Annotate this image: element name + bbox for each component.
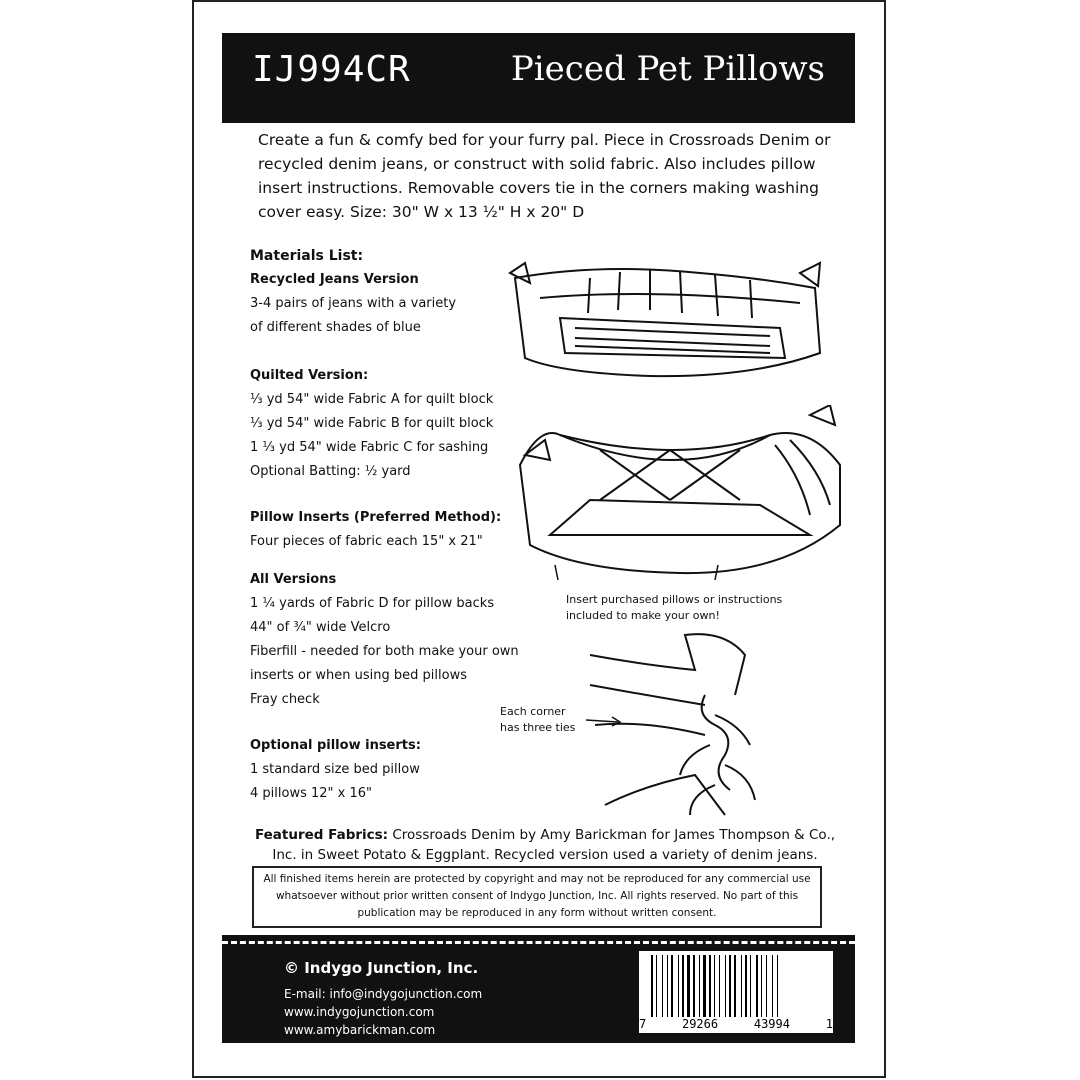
featured-label: Featured Fabrics: [254, 827, 389, 843]
material-line: Four pieces of fabric each 15" x 21" [250, 534, 483, 549]
optional-title: Optional pillow inserts: [250, 738, 421, 753]
barcode-bar [750, 955, 751, 1017]
insert-caption [566, 592, 782, 624]
material-line: Optional Batting: ½ yard [250, 464, 411, 479]
all-versions-title: All Versions [250, 572, 337, 587]
barcode-bars [639, 955, 833, 1019]
material-line: Fiberfill - needed for both make your own [250, 644, 519, 659]
material-line: ⅓ yd 54" wide Fabric A for quilt block [250, 392, 494, 407]
barcode-bar [703, 955, 706, 1017]
barcode-digit: 1 [825, 1017, 833, 1031]
dashed-divider [222, 941, 855, 944]
material-line: inserts or when using bed pillows [250, 668, 467, 683]
material-line: of different shades of blue [250, 320, 421, 335]
caption-line: Each corner [500, 705, 566, 718]
materials-section [250, 244, 456, 340]
material-line: Fray check [250, 692, 320, 707]
barcode-bar [651, 955, 653, 1017]
barcode-bar [772, 955, 773, 1017]
barcode-digit: 43994 [753, 1017, 790, 1031]
optional-section [250, 734, 421, 806]
inserts-section [250, 506, 501, 554]
barcode-bar [693, 955, 695, 1017]
arrow-icon [584, 712, 624, 728]
barcode-bar [756, 955, 758, 1017]
copyright-notice: All finished items herein are protected by copyright and may not be reproduced for any commercial use whatsoever without prior written consent of Indygo Junction, Inc. All rights reserved. No part of this publication may be reproduced in any form without written consent. [252, 866, 822, 928]
website-link: www.indygojunction.com [284, 1005, 435, 1019]
material-line: 1 ⅓ yd 54" wide Fabric C for sashing [250, 440, 489, 455]
pattern-code: IJ994CR [252, 49, 411, 90]
barcode [639, 951, 833, 1033]
jeans-bed-illustration [500, 258, 830, 388]
quilted-section [250, 364, 493, 484]
barcode-bar [729, 955, 731, 1017]
barcode-bar [734, 955, 736, 1017]
footer-banner [222, 935, 855, 1043]
title-banner [222, 33, 855, 123]
caption-line: included to make your own! [566, 609, 720, 622]
barcode-digits [639, 1017, 833, 1031]
material-line: 1 ¼ yards of Fabric D for pillow backs [250, 596, 495, 611]
barcode-bar [719, 955, 720, 1017]
barcode-bar [766, 955, 767, 1017]
barcode-bar [741, 955, 742, 1017]
barcode-bar [761, 955, 762, 1017]
jeans-version-title: Recycled Jeans Version [250, 272, 419, 287]
inserts-title: Pillow Inserts (Preferred Method): [250, 510, 502, 525]
material-line: ⅓ yd 54" wide Fabric B for quilt block [250, 416, 494, 431]
quilted-bed-illustration [510, 405, 850, 580]
intro-text: Create a fun & comfy bed for your furry pal. Piece in Crossroads Denim or recycled denim jeans, or construct with solid fabric. Also includes pillow insert instructions. Removable covers tie in the corners making washing cover easy. Size: 30" W x 13 ½" H x 20" D [258, 131, 831, 221]
all-versions-section [250, 568, 519, 712]
material-line: 1 standard size bed pillow [250, 762, 420, 777]
barcode-bar [714, 955, 715, 1017]
quilted-version-title: Quilted Version: [250, 368, 369, 383]
barcode-bar [678, 955, 679, 1017]
barcode-digit: 29266 [681, 1017, 719, 1031]
material-line: 3-4 pairs of jeans with a variety [250, 296, 457, 311]
caption-line: Insert purchased pillows or instructions [566, 593, 783, 606]
barcode-bar [745, 955, 747, 1017]
barcode-digit: 7 [639, 1017, 647, 1031]
materials-heading: Materials List: [250, 248, 364, 264]
barcode-bar [687, 955, 690, 1017]
corner-caption [500, 704, 575, 736]
email-text: E-mail: info@indygojunction.com [284, 987, 483, 1001]
barcode-bar [725, 955, 726, 1017]
material-line: 44" of ¾" wide Velcro [250, 620, 391, 635]
barcode-bar [667, 955, 668, 1017]
barcode-bar [777, 955, 778, 1017]
barcode-bar [699, 955, 700, 1017]
website-link: www.amybarickman.com [284, 1023, 436, 1037]
barcode-bar [682, 955, 684, 1017]
company-name: © Indygo Junction, Inc. [284, 959, 479, 977]
pattern-title: Pieced Pet Pillows [510, 49, 825, 89]
featured-fabrics [250, 825, 840, 865]
caption-line: has three ties [500, 721, 576, 734]
featured-text: Crossroads Denim by Amy Barickman for James Thompson & Co., Inc. in Sweet Potato & Eggplant. Recycled version used a variety of denim jeans. [272, 827, 836, 863]
barcode-bar [671, 955, 673, 1017]
barcode-bar [656, 955, 657, 1017]
barcode-bar [662, 955, 663, 1017]
barcode-bar [709, 955, 711, 1017]
material-line: 4 pillows 12" x 16" [250, 786, 372, 801]
